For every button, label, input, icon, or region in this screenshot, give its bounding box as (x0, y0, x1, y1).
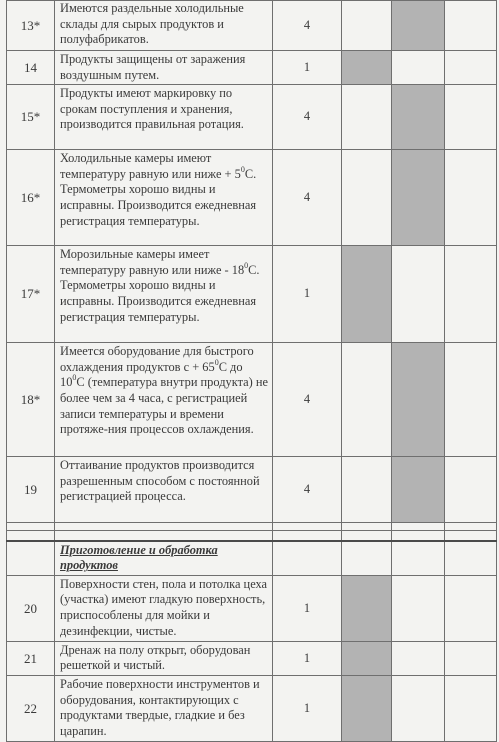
row-number: 21 (7, 641, 55, 675)
cell-shaded (342, 51, 392, 85)
row-number: 14 (7, 51, 55, 85)
cell-shaded (392, 457, 445, 523)
cell-no (392, 575, 445, 641)
cell-note (445, 641, 497, 675)
row-number: 18* (7, 343, 55, 457)
gap-cell (392, 523, 445, 531)
cell-note (445, 150, 497, 246)
text-part: Морозильные камеры имеет температуру равную или ниже - 18 (60, 247, 245, 277)
row-score: 1 (273, 641, 342, 675)
superscript: 0 (240, 164, 245, 174)
cell-note (445, 575, 497, 641)
gap-cell (55, 523, 273, 531)
superscript: 0 (72, 373, 77, 383)
row-requirement: Поверхности стен, пола и потолка цеха (участка) имеют гладкую поверхность, приспособлены для мойки и дезинфекции, чистые. (55, 575, 273, 641)
section-cell (342, 541, 392, 576)
gap-cell (7, 523, 55, 531)
row-number: 22 (7, 676, 55, 742)
row-requirement (55, 343, 273, 457)
text-part: С (температура внутри продукта) не более чем за 4 часа, с регистрацией записи температуры и времени протяже-ния процессов охлаждения. (60, 375, 268, 437)
table-row (7, 575, 497, 641)
section-number-cell (7, 541, 55, 576)
cell-shaded (392, 85, 445, 150)
row-score: 4 (273, 150, 342, 246)
row-requirement: Имеются раздельные холодильные склады для сырых продуктов и полуфабрикатов. (55, 1, 273, 51)
gap-cell (445, 523, 497, 531)
cell-shaded (392, 343, 445, 457)
row-number: 13* (7, 1, 55, 51)
cell-note (445, 85, 497, 150)
row-number: 19 (7, 457, 55, 523)
gap-cell (273, 531, 342, 541)
table-row-gap (7, 531, 497, 541)
row-requirement: Продукты имеют маркировку по срокам поступления и хранения, производится правильная ротация. (55, 85, 273, 150)
table-row (7, 150, 497, 246)
section-title (55, 541, 273, 576)
cell-yes (342, 150, 392, 246)
text-part: С. Термометры хорошо видны и исправны. Производится ежедневная регистрация температуры. (60, 262, 260, 324)
gap-cell (273, 523, 342, 531)
section-row (7, 541, 497, 576)
row-score: 1 (273, 676, 342, 742)
section-cell (273, 541, 342, 576)
gap-cell (7, 531, 55, 541)
table-row (7, 1, 497, 51)
gap-cell (55, 531, 273, 541)
cell-shaded (342, 676, 392, 742)
table-row-gap (7, 523, 497, 531)
text-part: С до 10 (60, 359, 243, 390)
superscript: 0 (244, 260, 249, 270)
table-row (7, 51, 497, 85)
cell-note (445, 1, 497, 51)
row-requirement (55, 150, 273, 246)
section-cell (445, 541, 497, 576)
table-row (7, 641, 497, 675)
cell-yes (342, 457, 392, 523)
row-requirement: Рабочие поверхности инструментов и оборудования, контактирующих с продуктами твердые, гладкие и без царапин. (55, 676, 273, 742)
row-number: 15* (7, 85, 55, 150)
cell-no (392, 51, 445, 85)
gap-cell (342, 531, 392, 541)
table-row (7, 676, 497, 742)
row-score: 4 (273, 343, 342, 457)
cell-yes (342, 85, 392, 150)
row-number: 20 (7, 575, 55, 641)
row-requirement (55, 246, 273, 343)
cell-shaded (342, 575, 392, 641)
row-requirement: Оттаивание продуктов производится разрешенным способом с постоянной регистрацией процесса. (55, 457, 273, 523)
cell-yes (342, 1, 392, 51)
cell-shaded (342, 246, 392, 343)
cell-no (392, 246, 445, 343)
text-part: Имеется оборудование для быстрого охлаждения продуктов с + 65 (60, 344, 254, 374)
row-requirement: Дренаж на полу открыт, оборудован решеткой и чистый. (55, 641, 273, 675)
row-score: 4 (273, 457, 342, 523)
table-row (7, 343, 497, 457)
section-cell (392, 541, 445, 576)
cell-shaded (392, 150, 445, 246)
cell-yes (342, 343, 392, 457)
row-score: 4 (273, 1, 342, 51)
table-row (7, 85, 497, 150)
gap-cell (342, 523, 392, 531)
gap-cell (445, 531, 497, 541)
table-row (7, 457, 497, 523)
row-score: 1 (273, 246, 342, 343)
row-score: 4 (273, 85, 342, 150)
cell-note (445, 676, 497, 742)
checklist-table (6, 0, 497, 742)
row-number: 17* (7, 246, 55, 343)
row-score: 1 (273, 51, 342, 85)
cell-no (392, 641, 445, 675)
section-title-text: Приготовление и обработка продуктов (60, 542, 218, 573)
cell-note (445, 51, 497, 85)
text-part: Холодильные камеры имеют температуру равную или ниже + 5 (60, 151, 241, 181)
cell-shaded (342, 641, 392, 675)
row-score: 1 (273, 575, 342, 641)
cell-note (445, 457, 497, 523)
cell-note (445, 343, 497, 457)
cell-note (445, 246, 497, 343)
cell-no (392, 676, 445, 742)
table-row (7, 246, 497, 343)
superscript: 0 (214, 357, 219, 367)
gap-cell (392, 531, 445, 541)
row-number: 16* (7, 150, 55, 246)
row-requirement: Продукты защищены от заражения воздушным путем. (55, 51, 273, 85)
cell-shaded (392, 1, 445, 51)
text-part: С. Термометры хорошо видны и исправны. Производится ежедневная регистрация температуры. (60, 166, 257, 228)
